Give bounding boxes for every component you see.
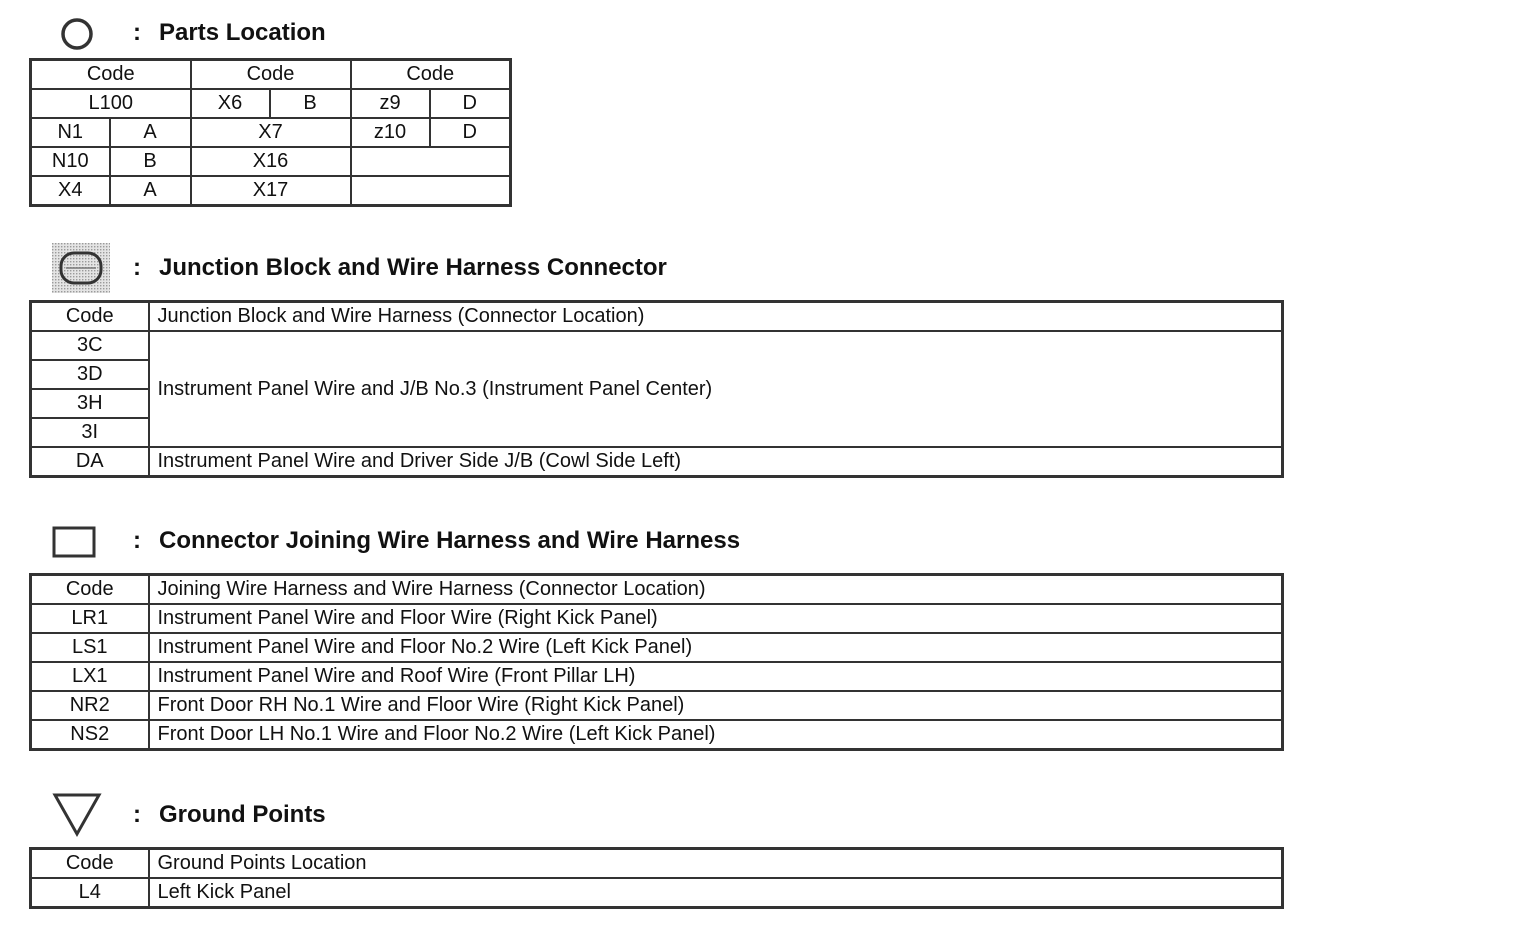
table-header-cell: Code — [191, 60, 351, 90]
table-header-cell: Code — [31, 60, 191, 90]
ground-points-heading — [133, 801, 326, 829]
connector-description-cell: Front Door LH No.1 Wire and Floor No.2 Wire (Left Kick Panel) — [149, 720, 1283, 750]
junction-code-cell: 3D — [31, 360, 149, 389]
rectangle-outline-icon — [52, 526, 96, 558]
table-row — [31, 176, 511, 206]
part-location-cell: A — [110, 176, 191, 206]
table-row — [31, 147, 511, 176]
connector-code-cell: LR1 — [31, 604, 149, 633]
table-row — [31, 60, 511, 90]
table-row — [31, 302, 1283, 332]
table-header-cell: Joining Wire Harness and Wire Harness (Connector Location) — [149, 575, 1283, 605]
part-location-cell: D — [430, 89, 511, 118]
part-location-cell: A — [110, 118, 191, 147]
part-code-cell: N10 — [31, 147, 110, 176]
parts-location-heading — [133, 19, 326, 47]
junction-description-cell: Instrument Panel Wire and Driver Side J/B (Cowl Side Left) — [149, 447, 1283, 477]
ground-description-cell: Left Kick Panel — [149, 878, 1283, 908]
table-header-cell: Ground Points Location — [149, 849, 1283, 879]
section-title: Ground Points — [159, 801, 326, 828]
heading-colon: : — [133, 19, 141, 46]
junction-code-cell: 3I — [31, 418, 149, 447]
connector-code-cell: LS1 — [31, 633, 149, 662]
part-code-cell: z9 — [351, 89, 430, 118]
connector-description-cell: Instrument Panel Wire and Floor Wire (Right Kick Panel) — [149, 604, 1283, 633]
junction-code-cell: DA — [31, 447, 149, 477]
table-row — [31, 720, 1283, 750]
part-code-cell: N1 — [31, 118, 110, 147]
section-title: Junction Block and Wire Harness Connector — [159, 254, 667, 281]
junction-block-table — [29, 300, 1284, 478]
empty-cell — [351, 147, 511, 176]
table-header-cell: Junction Block and Wire Harness (Connector Location) — [149, 302, 1283, 332]
heading-colon: : — [133, 527, 141, 554]
part-code-cell: X16 — [191, 147, 351, 176]
junction-code-cell: 3C — [31, 331, 149, 360]
table-row — [31, 878, 1283, 908]
part-code-cell: X6 — [191, 89, 270, 118]
table-row — [31, 575, 1283, 605]
table-row — [31, 662, 1283, 691]
connector-description-cell: Front Door RH No.1 Wire and Floor Wire (Right Kick Panel) — [149, 691, 1283, 720]
section-title: Parts Location — [159, 19, 326, 46]
table-header-cell: Code — [31, 302, 149, 332]
parts-location-table — [29, 58, 512, 207]
circle-outline-icon — [58, 17, 96, 51]
part-location-cell: B — [110, 147, 191, 176]
connector-code-cell: NR2 — [31, 691, 149, 720]
part-code-cell: X4 — [31, 176, 110, 206]
down-triangle-icon — [52, 792, 102, 838]
connector-code-cell: NS2 — [31, 720, 149, 750]
table-row — [31, 118, 511, 147]
part-code-cell: X7 — [191, 118, 351, 147]
ground-code-cell: L4 — [31, 878, 149, 908]
table-row — [31, 849, 1283, 879]
table-row — [31, 604, 1283, 633]
connector-joining-heading — [133, 527, 740, 555]
table-header-cell: Code — [351, 60, 511, 90]
table-row — [31, 633, 1283, 662]
connector-description-cell: Instrument Panel Wire and Roof Wire (Front Pillar LH) — [149, 662, 1283, 691]
part-location-cell: D — [430, 118, 511, 147]
shaded-oval-icon — [52, 243, 110, 293]
ground-points-table — [29, 847, 1284, 909]
connector-code-cell: LX1 — [31, 662, 149, 691]
section-title: Connector Joining Wire Harness and Wire Harness — [159, 527, 741, 554]
part-code-cell: L100 — [31, 89, 191, 118]
table-row — [31, 691, 1283, 720]
part-code-cell: X17 — [191, 176, 351, 206]
table-row — [31, 447, 1283, 477]
junction-block-heading — [133, 254, 667, 282]
part-code-cell: z10 — [351, 118, 430, 147]
heading-colon: : — [133, 254, 141, 281]
empty-cell — [351, 176, 511, 206]
heading-colon: : — [133, 801, 141, 828]
part-location-cell: B — [270, 89, 351, 118]
junction-description-cell: Instrument Panel Wire and J/B No.3 (Instrument Panel Center) — [149, 331, 1283, 447]
table-row — [31, 331, 1283, 360]
connector-description-cell: Instrument Panel Wire and Floor No.2 Wire (Left Kick Panel) — [149, 633, 1283, 662]
table-header-cell: Code — [31, 575, 149, 605]
table-header-cell: Code — [31, 849, 149, 879]
connector-joining-table — [29, 573, 1284, 751]
table-row — [31, 89, 511, 118]
junction-code-cell: 3H — [31, 389, 149, 418]
